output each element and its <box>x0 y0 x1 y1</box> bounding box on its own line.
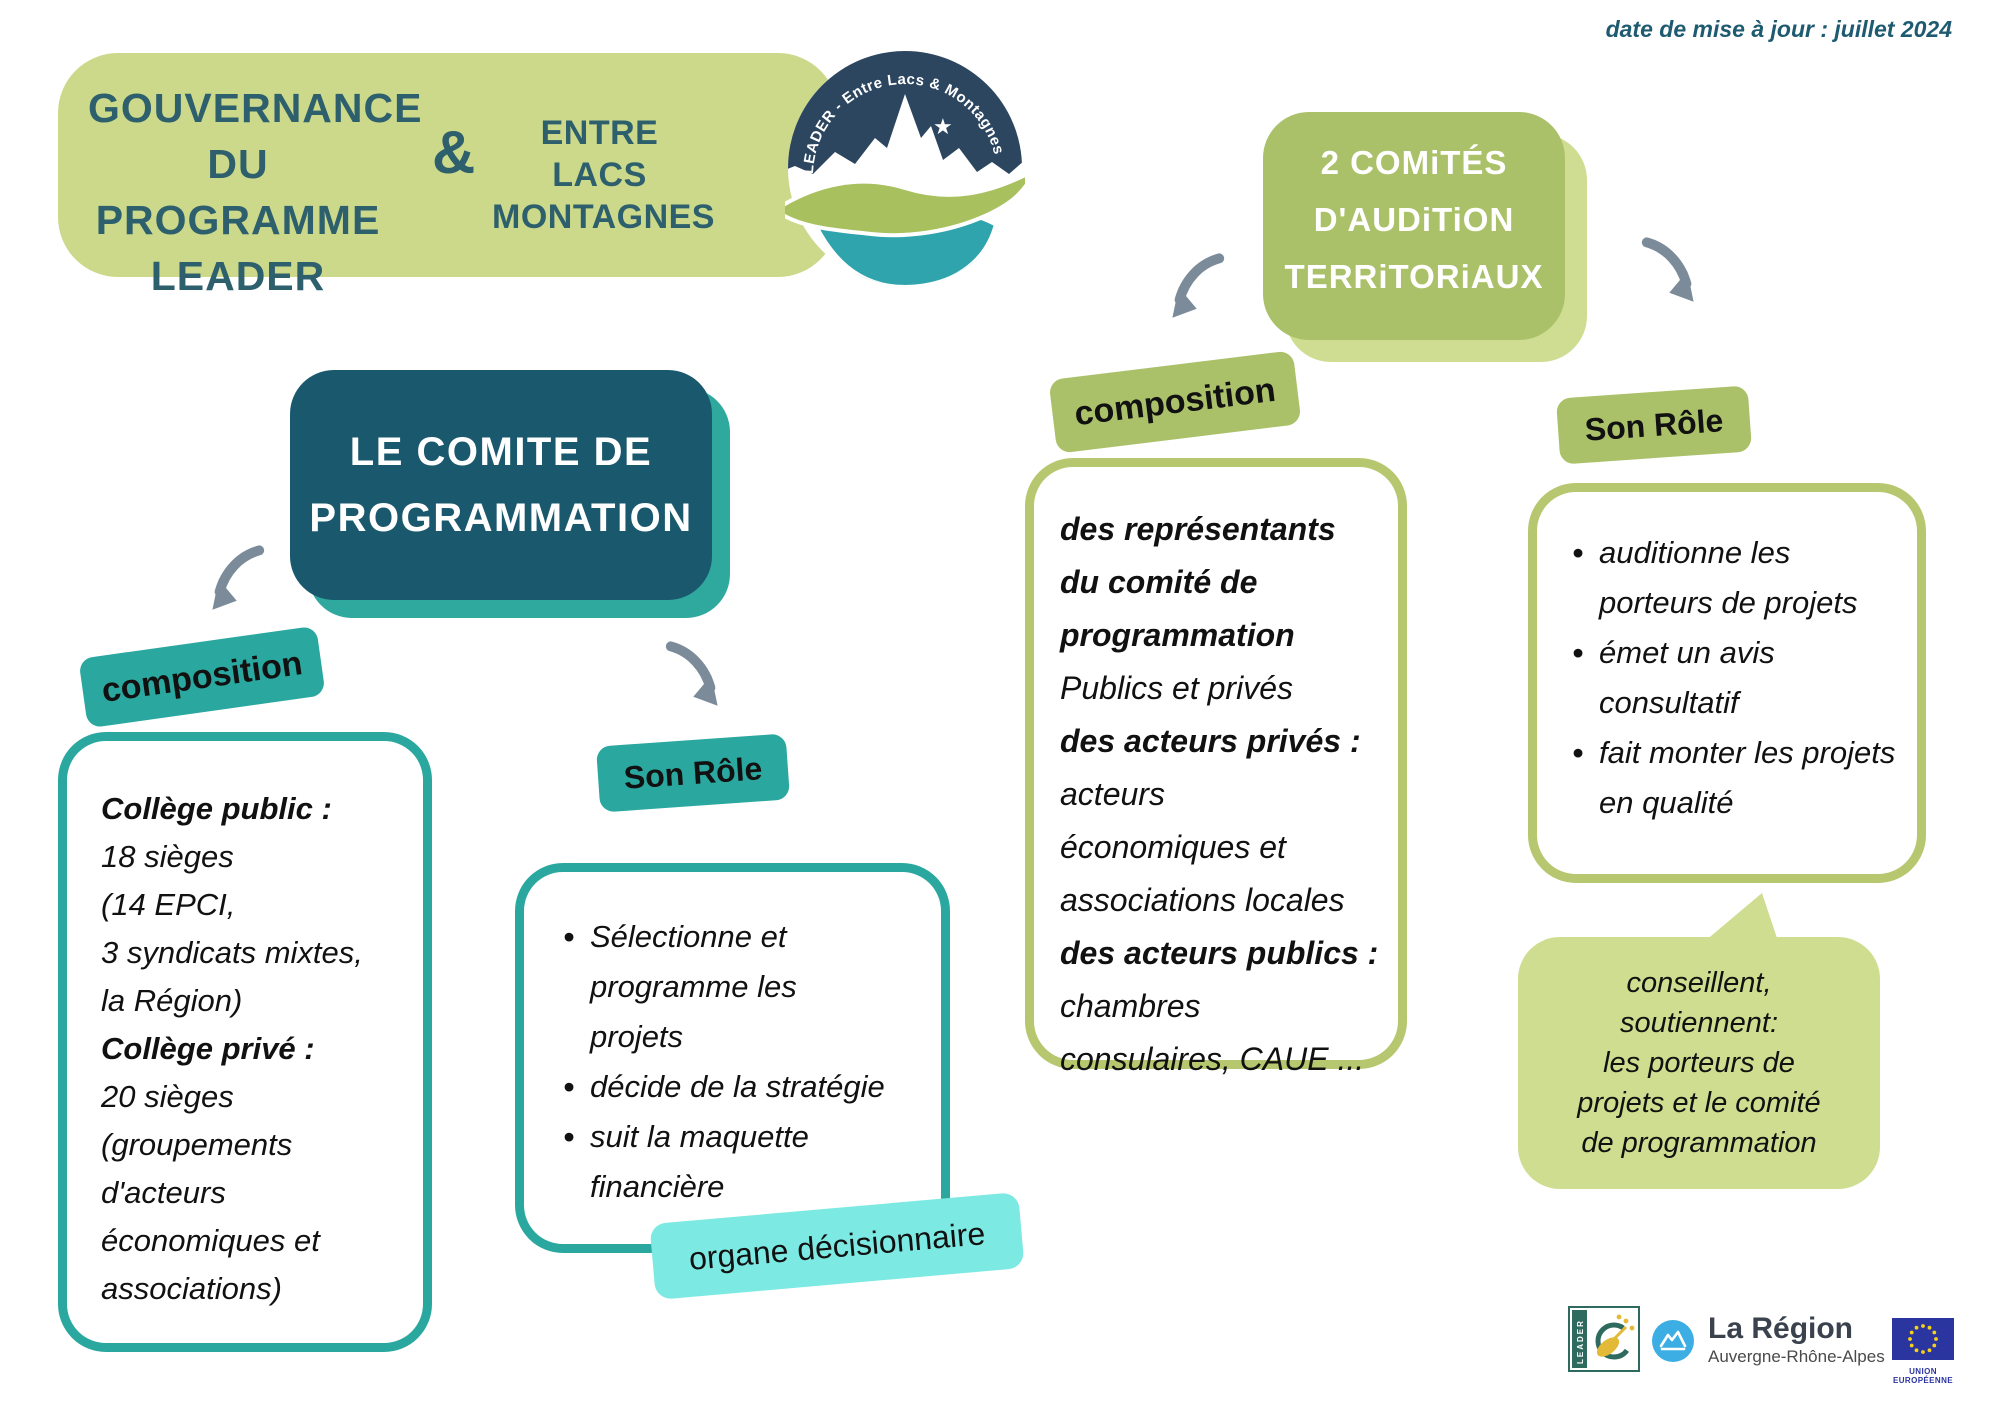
composition-left-tag: composition <box>78 626 325 729</box>
college-line: d'acteurs <box>101 1175 226 1210</box>
eu-label: UNION EUROPÉENNE <box>1892 1367 1953 1385</box>
composition-college-box <box>58 732 432 1352</box>
bullet-line: • Sélectionne et <box>590 919 787 954</box>
list-item <box>1557 528 1905 628</box>
list-item <box>548 1062 923 1112</box>
bubble-line: conseillent, <box>1626 967 1772 999</box>
son-role-mid-tag: Son Rôle <box>596 733 790 812</box>
bullet-line: financière <box>590 1169 725 1204</box>
leader-logo-icon <box>1568 1306 1640 1377</box>
eu-flag-icon <box>1886 1318 1960 1385</box>
bullet-line: programme les <box>590 969 797 1004</box>
bullet-line: consultatif <box>1599 685 1739 720</box>
role-programmation-box <box>515 863 950 1253</box>
bullet-line: • fait monter les projets <box>1599 735 1896 770</box>
comp-line: économiques et <box>1060 829 1286 865</box>
comites-line: 2 COMiTÉS <box>1320 144 1508 181</box>
organe-decisionnaire-tag: organe décisionnaire <box>649 1192 1024 1300</box>
prog-line: PROGRAMMATION <box>309 496 693 540</box>
bubble-line: soutiennent: <box>1619 1007 1778 1039</box>
page-title-line: DU PROGRAMME <box>95 141 381 243</box>
region-mountain-icon <box>1650 1318 1696 1364</box>
header-subtitle-line: ENTRE LACS <box>540 114 659 194</box>
header-subtitle <box>492 112 715 238</box>
region-aura-logo <box>1650 1314 1885 1367</box>
page-title <box>88 80 423 304</box>
ampersand: & <box>432 119 476 186</box>
star-icon: ★ <box>933 114 953 139</box>
arrow-down-right-icon <box>660 638 732 716</box>
region-name: La Région <box>1708 1312 1854 1345</box>
comp-line: Publics et privés <box>1060 670 1293 706</box>
college-line: associations) <box>101 1271 282 1306</box>
footer-logos <box>1560 1300 1960 1390</box>
list-item <box>1557 628 1905 728</box>
college-line: (14 EPCI, <box>101 887 236 922</box>
comp-line: associations locales <box>1060 882 1345 918</box>
comp-line: des acteurs publics : <box>1060 935 1379 971</box>
arrow-down-left-icon <box>198 542 270 620</box>
bullet-line: • décide de la stratégie <box>590 1069 885 1104</box>
college-line: économiques et <box>101 1223 320 1258</box>
college-line: Collège privé : <box>101 1031 315 1066</box>
bullet-line: en qualité <box>1599 785 1734 820</box>
bubble-line: les porteurs de <box>1603 1047 1795 1079</box>
comp-line: acteurs <box>1060 776 1165 812</box>
college-line: 18 sièges <box>101 839 234 874</box>
comp-line: des acteurs privés : <box>1060 723 1361 759</box>
leader-vertical-text: LEADER <box>1576 1319 1585 1364</box>
comp-line: programmation <box>1060 617 1295 653</box>
bubble-line: projets et le comité <box>1577 1087 1821 1119</box>
bullet-line: • suit la maquette <box>590 1119 809 1154</box>
son-role-right-tag: Son Rôle <box>1556 385 1752 464</box>
arrow-down-right-icon <box>1636 234 1708 312</box>
comp-line: consulaires, CAUE ... <box>1060 1041 1365 1077</box>
college-line: Collège public : <box>101 791 332 826</box>
comp-line: des représentants <box>1060 511 1336 547</box>
logo-ring-text: LEADER - Entre Lacs & Montagnes <box>799 70 1008 175</box>
bullet-line: projets <box>590 1019 684 1054</box>
bullet-line: • émet un avis <box>1599 635 1775 670</box>
arrow-down-left-icon <box>1158 250 1230 328</box>
list-item <box>548 912 923 1062</box>
region-subname: Auvergne-Rhône-Alpes <box>1708 1347 1885 1366</box>
college-line: la Région) <box>101 983 243 1018</box>
comp-line: du comité de <box>1060 564 1258 600</box>
prog-line: LE COMITE DE <box>349 430 653 474</box>
college-line: (groupements <box>101 1127 293 1162</box>
comites-line: TERRiTORiAUX <box>1284 258 1544 295</box>
bullet-line: porteurs de projets <box>1599 585 1858 620</box>
conseillent-bubble <box>1518 937 1880 1189</box>
update-date: date de mise à jour : juillet 2024 <box>1605 16 1952 42</box>
bullet-line: • auditionne les <box>1599 535 1791 570</box>
college-line: 3 syndicats mixtes, <box>101 935 363 970</box>
bubble-line: de programmation <box>1581 1127 1817 1159</box>
comites-line: D'AUDiTiON <box>1313 201 1515 238</box>
list-item <box>1557 728 1905 828</box>
college-line: 20 sièges <box>101 1079 234 1114</box>
page-title-line: GOUVERNANCE <box>88 85 423 131</box>
composition-right-tag: composition <box>1048 350 1301 453</box>
comite-programmation-box <box>290 370 712 600</box>
comp-line: chambres <box>1060 988 1201 1024</box>
header-subtitle-line: MONTAGNES <box>492 198 715 236</box>
composition-comites-box <box>1025 458 1407 1077</box>
leader-entre-lacs-montagnes-logo-icon <box>785 48 1025 293</box>
list-item <box>548 1112 923 1212</box>
comites-audition-box <box>1263 112 1565 340</box>
role-comites-box <box>1528 483 1926 883</box>
page-title-line: LEADER <box>150 253 326 299</box>
